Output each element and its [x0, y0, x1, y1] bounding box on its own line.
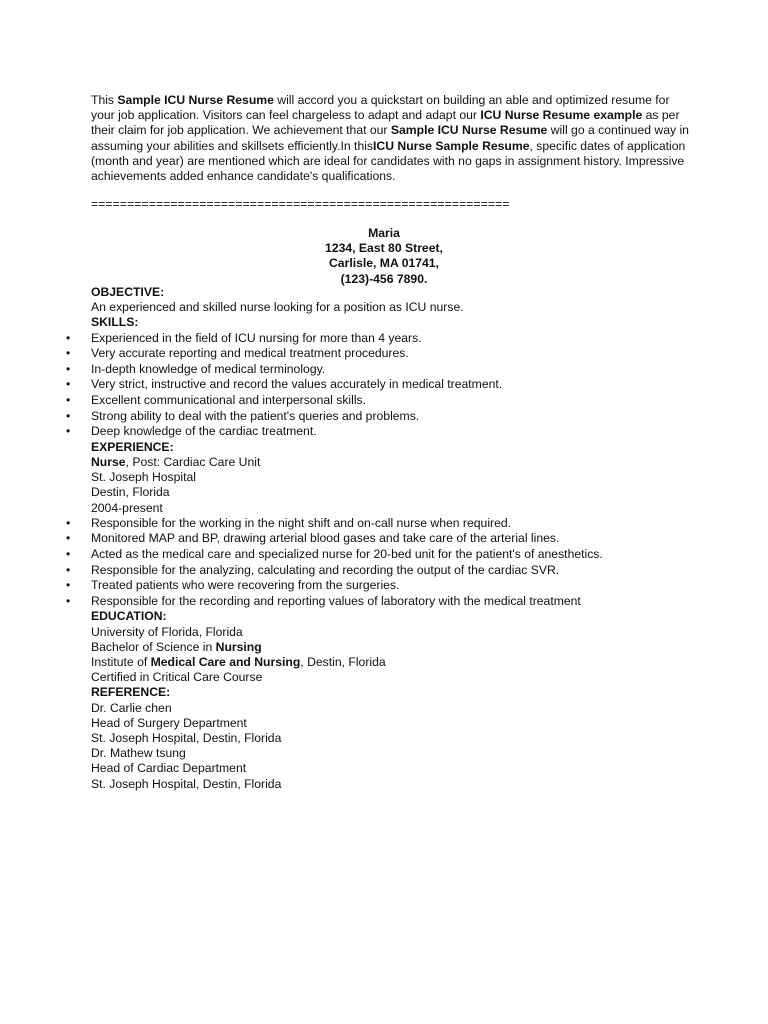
intro-text-part: will accord you a quickstart on building an able and optimized resume for your job application. Visitors can feel chargeless to adapt and adapt our	[91, 93, 670, 123]
duty-text: Treated patients who were recovering from the surgeries.	[91, 578, 400, 593]
duty-text: Responsible for the analyzing, calculating and recording the output of the cardiac SVR.	[91, 562, 560, 577]
duty-text: Responsible for the recording and reporting values of laboratory with the medical treatment	[91, 593, 581, 608]
list-item	[66, 377, 711, 393]
reference-1-org: St. Joseph Hospital, Destin, Florida	[91, 730, 282, 745]
bullet-icon: •	[66, 578, 71, 593]
duty-text: Acted as the medical care and specialized nurse for 20-bed unit for the patient's of anesthetics.	[91, 546, 603, 561]
intro-text-part: , specific dates of application (month and year) are mentioned which are ideal for candidates with no gaps in assignment history. Impressive achievements added enhance candidate's qualifications.	[91, 138, 686, 184]
reference-heading: REFERENCE:	[91, 685, 171, 700]
skill-text: Experienced in the field of ICU nursing for more than 4 years.	[91, 330, 422, 345]
education-degree	[91, 640, 711, 655]
education-university: University of Florida, Florida	[91, 624, 243, 639]
institute-name: Medical Care and Nursing	[150, 654, 301, 669]
experience-location: Destin, Florida	[91, 485, 170, 500]
skill-text: Deep knowledge of the cardiac treatment.	[91, 424, 317, 439]
list-item	[66, 346, 711, 362]
degree-major: Nursing	[215, 639, 262, 654]
education-heading: EDUCATION:	[91, 609, 167, 624]
list-item	[66, 424, 711, 440]
objective-heading: OBJECTIVE:	[91, 285, 165, 299]
bullet-icon: •	[66, 330, 71, 345]
institute-location: , Destin, Florida	[300, 654, 386, 669]
candidate-name: Maria	[368, 226, 400, 240]
bullet-icon: •	[66, 346, 71, 361]
bullet-icon: •	[66, 392, 71, 407]
address-street: 1234, East 80 Street,	[325, 241, 443, 256]
bullet-icon: •	[66, 546, 71, 561]
education-course: Certified in Critical Care Course	[91, 670, 263, 685]
intro-text	[91, 93, 691, 184]
duty-text: Responsible for the working in the night shift and on-call nurse when required.	[91, 515, 512, 530]
bullet-icon: •	[66, 562, 71, 577]
list-item	[66, 531, 711, 547]
education-institute	[91, 655, 711, 670]
reference-2-title: Head of Cardiac Department	[91, 761, 247, 776]
list-item	[66, 330, 711, 347]
list-item	[66, 562, 711, 579]
skill-text: In-depth knowledge of medical terminology.	[91, 361, 326, 376]
separator-line: ==========================================================	[91, 197, 510, 211]
bullet-icon: •	[66, 593, 71, 608]
list-item	[66, 408, 711, 425]
list-item	[66, 593, 711, 610]
reference-2-org: St. Joseph Hospital, Destin, Florida	[91, 776, 282, 791]
list-item	[66, 546, 711, 563]
bullet-icon: •	[66, 531, 71, 546]
intro-bold-resume-example: ICU Nurse Resume example	[480, 108, 643, 123]
skill-text: Very strict, instructive and record the values accurately in medical treatment.	[91, 377, 503, 392]
reference-2-name: Dr. Mathew tsung	[91, 746, 186, 761]
bullet-icon: •	[66, 408, 71, 423]
address-city: Carlisle, MA 01741,	[329, 256, 439, 271]
bullet-icon: •	[66, 377, 71, 392]
list-item	[66, 361, 711, 378]
intro-paragraph	[91, 93, 691, 184]
role-title: Nurse	[91, 454, 126, 469]
bullet-icon: •	[66, 515, 71, 530]
intro-text-part: This	[91, 93, 118, 107]
institute-text: Institute of	[91, 654, 151, 669]
phone-number: (123)-456 7890.	[340, 271, 428, 286]
skill-text: Excellent communicational and interpersonal skills.	[91, 392, 367, 407]
list-item	[66, 515, 711, 532]
intro-bold-sample-resume-2: Sample ICU Nurse Resume	[390, 123, 548, 138]
intro-bold-sample-resume: Sample ICU Nurse Resume	[117, 93, 274, 107]
reference-1-name: Dr. Carlie chen	[91, 700, 172, 715]
contact-block	[0, 226, 768, 287]
intro-bold-nurse-sample: ICU Nurse Sample Resume	[373, 138, 530, 153]
bullet-icon: •	[66, 361, 71, 376]
role-post: , Post: Cardiac Care Unit	[125, 454, 261, 469]
experience-hospital: St. Joseph Hospital	[91, 470, 197, 485]
degree-text: Bachelor of Science in	[91, 639, 216, 654]
list-item	[66, 578, 711, 594]
resume-body	[66, 285, 711, 792]
duty-text: Monitored MAP and BP, drawing arterial blood gases and take care of the arterial lines.	[91, 531, 560, 546]
skills-heading: SKILLS:	[91, 315, 139, 330]
objective-text: An experienced and skilled nurse looking for a position as ICU nurse.	[91, 300, 464, 315]
intro-text-part: as per their claim for job application. We achievement that our	[91, 108, 680, 138]
experience-role	[91, 455, 711, 470]
skills-list	[66, 330, 711, 440]
reference-1-title: Head of Surgery Department	[91, 715, 247, 730]
intro-text-part: will go a continued way in assuming your abilities and skillsets efficiently.In this	[91, 123, 689, 153]
experience-dates: 2004-present	[91, 500, 163, 515]
bullet-icon: •	[66, 424, 71, 439]
skill-text: Strong ability to deal with the patient's queries and problems.	[91, 408, 420, 423]
list-item	[66, 392, 711, 409]
skill-text: Very accurate reporting and medical treatment procedures.	[91, 346, 409, 361]
experience-heading: EXPERIENCE:	[91, 439, 174, 454]
experience-list	[66, 515, 711, 610]
